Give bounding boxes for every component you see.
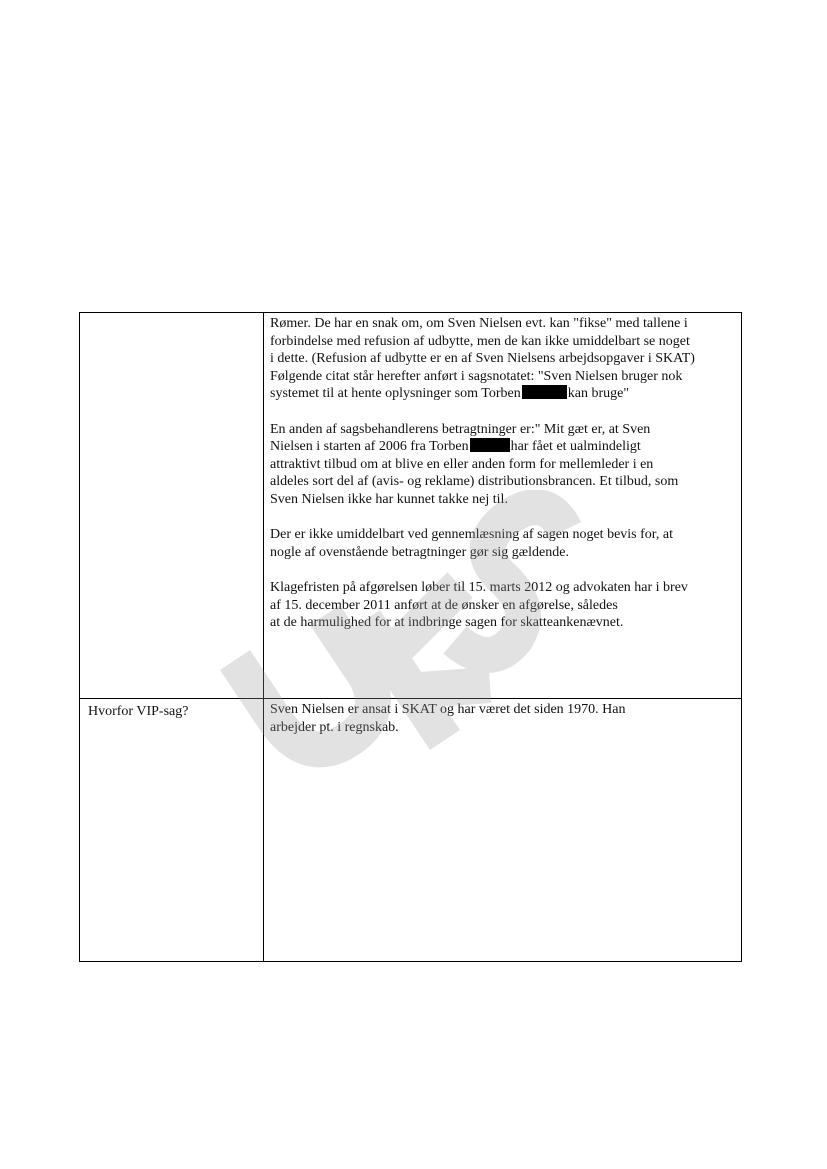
- row-label-cell: Hvorfor VIP-sag?: [88, 704, 189, 719]
- table-row: [80, 699, 741, 961]
- text-fragment: Nielsen i starten af 2006 fra Torben: [270, 439, 469, 455]
- paragraph: [270, 421, 740, 509]
- text-line: attraktivt tilbud om at blive en eller anden form for mellemleder i en: [270, 456, 654, 472]
- text-line: aldeles sort del af (avis- og reklame) distributionsbrancen. Et tilbud, som: [270, 474, 679, 490]
- text-fragment: systemet til at hente oplysninger som Torben: [270, 386, 521, 402]
- row-content-cell: [270, 701, 740, 736]
- text-line: at de harmulighed for at indbringe sagen for skatteankenævnet.: [270, 615, 624, 631]
- text-line: i dette. (Refusion af udbytte er en af Sven Nielsens arbejdsopgaver i SKAT): [270, 351, 695, 367]
- text-line: Der er ikke umiddelbart ved gennemlæsning af sagen noget bevis for, at: [270, 527, 673, 543]
- text-line: Følgende citat står herefter anført i sagsnotatet: "Sven Nielsen bruger nok: [270, 368, 683, 384]
- table-row: [80, 313, 741, 699]
- text-line: arbejder pt. i regnskab.: [270, 719, 399, 735]
- text-line: forbindelse med refusion af udbytte, men de kan ikke umiddelbart se noget: [270, 333, 690, 349]
- text-line-with-redaction: [270, 385, 740, 403]
- paragraph: [270, 701, 740, 736]
- row-content-cell: [270, 315, 740, 632]
- text-line: nogle af ovenstående betragtninger gør sig gældende.: [270, 544, 569, 560]
- paragraph: [270, 579, 740, 632]
- paragraph: [270, 526, 740, 561]
- text-line: Sven Nielsen ikke har kunnet takke nej til.: [270, 491, 508, 507]
- text-line: Rømer. De har en snak om, om Sven Nielsen evt. kan "fikse" med tallene i: [270, 316, 688, 331]
- text-line: Sven Nielsen er ansat i SKAT og har været det siden 1970. Han: [270, 702, 626, 717]
- document-table: [79, 312, 742, 962]
- text-fragment: har fået et ualmindeligt: [510, 439, 641, 455]
- text-line: Klagefristen på afgørelsen løber til 15. marts 2012 og advokaten har i brev: [270, 579, 688, 595]
- redaction-bar: [470, 438, 510, 452]
- text-line-with-redaction: [270, 438, 740, 456]
- text-line: af 15. december 2011 anført at de ønsker en afgørelse, således: [270, 597, 618, 613]
- column-divider: [263, 699, 264, 961]
- text-line: En anden af sagsbehandlerens betragtninger er:" Mit gæt er, at Sven: [270, 421, 651, 437]
- column-divider: [263, 313, 264, 698]
- text-fragment: kan bruge": [567, 386, 630, 402]
- paragraph: [270, 315, 740, 403]
- redaction-bar: [522, 385, 567, 399]
